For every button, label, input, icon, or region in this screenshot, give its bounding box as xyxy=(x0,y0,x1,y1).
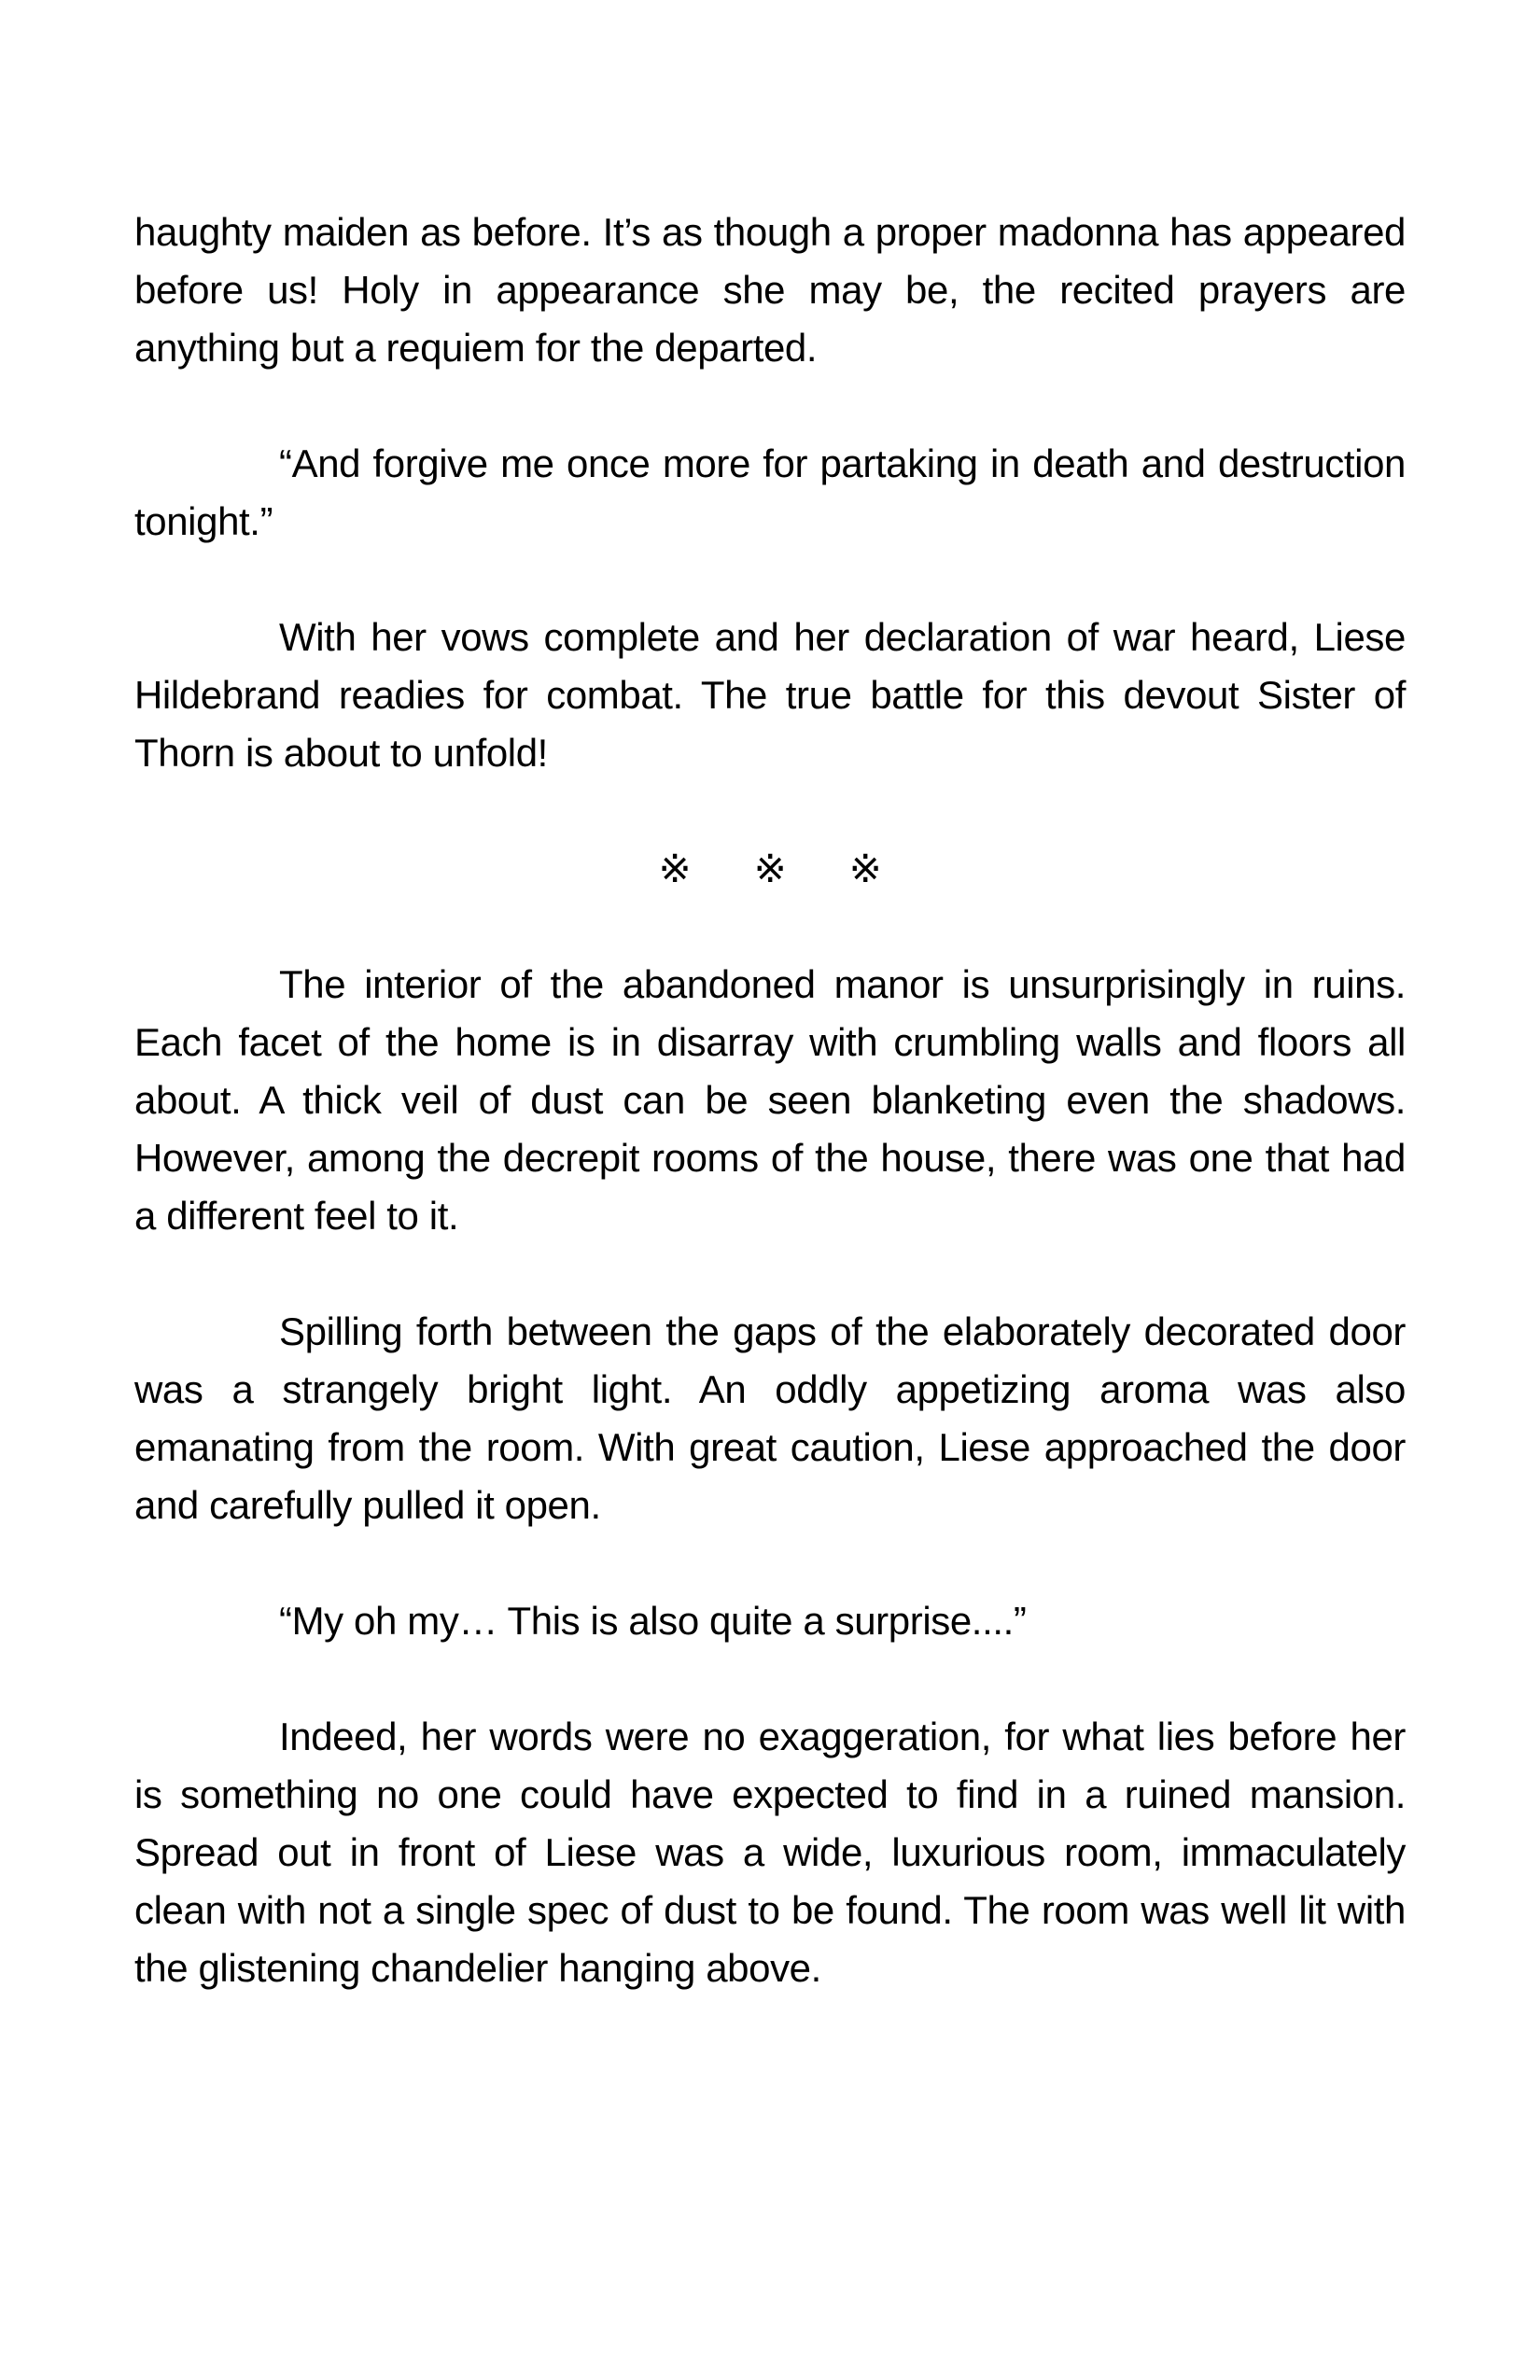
narration-paragraph: With her vows complete and her declaration of war heard, Liese Hildebrand readies for combat. The true battle for this devout Sister of Thorn is about to unfold! xyxy=(134,615,1406,775)
narration-paragraph: Spilling forth between the gaps of the elaborately decorated door was a strangely bright light. An oddly appetizing aroma was also emanating from the room. With great caution, Liese approached the door and carefully pulled it open. xyxy=(134,1309,1406,1527)
dialogue-paragraph: “And forgive me once more for partaking in death and destruction tonight.” xyxy=(134,441,1406,543)
section-divider: ※ ※ ※ xyxy=(658,847,882,890)
paragraph-continuation: haughty maiden as before. It’s as though a proper madonna has appeared before us! Holy in appearance she may be, the recited prayers are anything but a requiem for the departed. xyxy=(134,210,1406,370)
narration-paragraph: The interior of the abandoned manor is unsurprisingly in ruins. Each facet of the home is in disarray with crumbling walls and floors all about. A thick veil of dust can be seen blanketing even the shadows. However, among the decrepit rooms of the house, there was one that had a different feel to it. xyxy=(134,962,1406,1238)
dialogue-paragraph: “My oh my… This is also quite a surprise....” xyxy=(279,1599,1027,1643)
narration-paragraph: Indeed, her words were no exaggeration, for what lies before her is something no one could have expected to find in a ruined mansion. Spread out in front of Liese was a wide, luxurious room, immaculately clean with not a single spec of dust to be found. The room was well lit with the glistening chandelier hanging above. xyxy=(134,1715,1406,1990)
